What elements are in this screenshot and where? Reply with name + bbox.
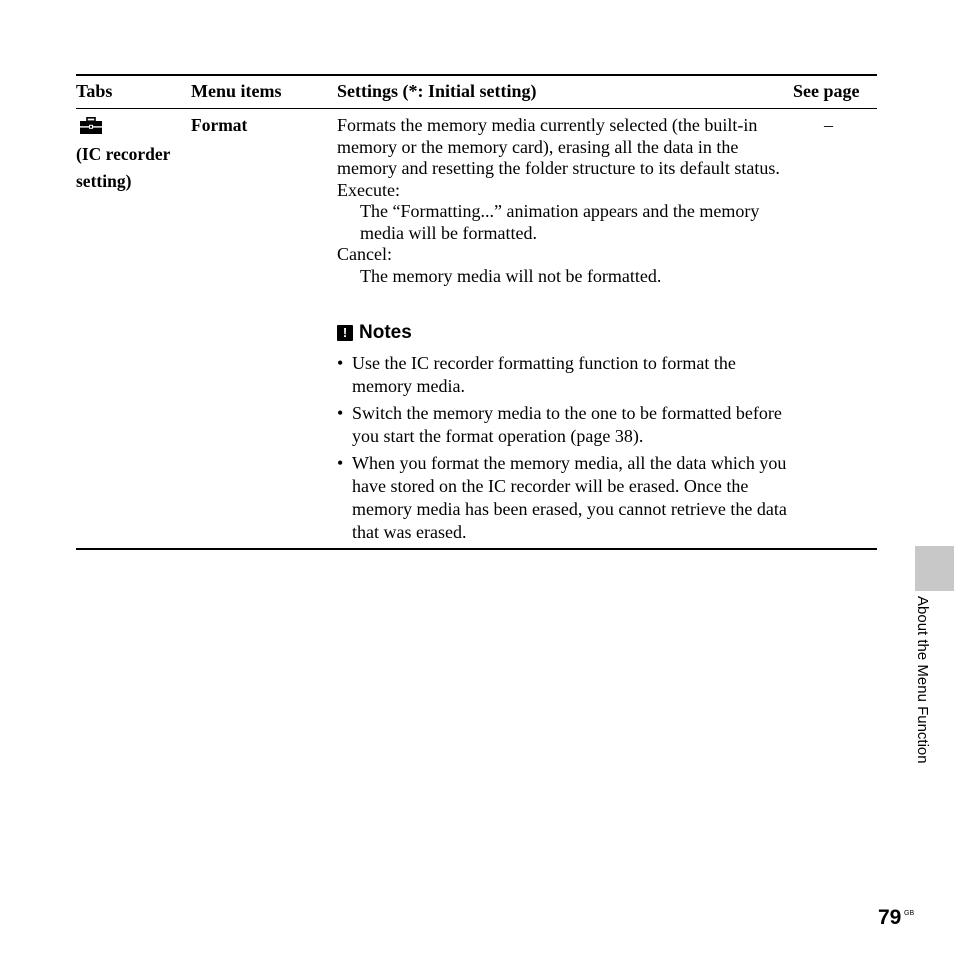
warning-icon: ! (337, 325, 353, 341)
cancel-label: Cancel: (337, 244, 392, 264)
table-bottom-rule (76, 548, 877, 550)
menu-item-format: Format (191, 115, 248, 135)
list-item: • Switch the memory media to the one to be formatted before you start the format operation (page 38). (337, 402, 787, 448)
tab-label: (IC recorder setting) (76, 144, 171, 191)
notes-heading (337, 322, 412, 344)
page-number: 79 (878, 906, 902, 929)
table-header-rule (76, 108, 877, 109)
settings-description: Formats the memory media currently selected (the built-in memory or the memory card), erasing all the data in the memory and resetting the folder structure to its default status. (337, 115, 780, 178)
cancel-text: The memory media will not be formatted. (360, 265, 662, 286)
side-tab-label: About the Menu Function (914, 596, 931, 764)
page-suffix: GB (904, 910, 915, 917)
see-page-value: – (824, 115, 833, 135)
list-item: • When you format the memory media, all the data which you have stored on the IC recorder will be erased. Once the memory media has been erased, you cannot retrieve the data that was erased. (337, 452, 787, 544)
notes-list (337, 352, 787, 548)
header-tabs: Tabs (76, 81, 113, 101)
toolbox-icon (80, 117, 102, 134)
table-top-rule (76, 74, 877, 76)
side-tab-marker (915, 546, 954, 591)
execute-label: Execute: (337, 179, 400, 200)
list-item: • Use the IC recorder formatting function to format the memory media. (337, 352, 787, 398)
header-settings: Settings (*: Initial setting) (337, 81, 537, 101)
header-see-page: See page (793, 81, 860, 101)
header-menu-items: Menu items (191, 81, 282, 101)
settings-cell (337, 115, 787, 287)
execute-text: The “Formatting...” animation appears and the memory media will be formatted. (360, 201, 760, 243)
notes-title: Notes (359, 322, 412, 343)
